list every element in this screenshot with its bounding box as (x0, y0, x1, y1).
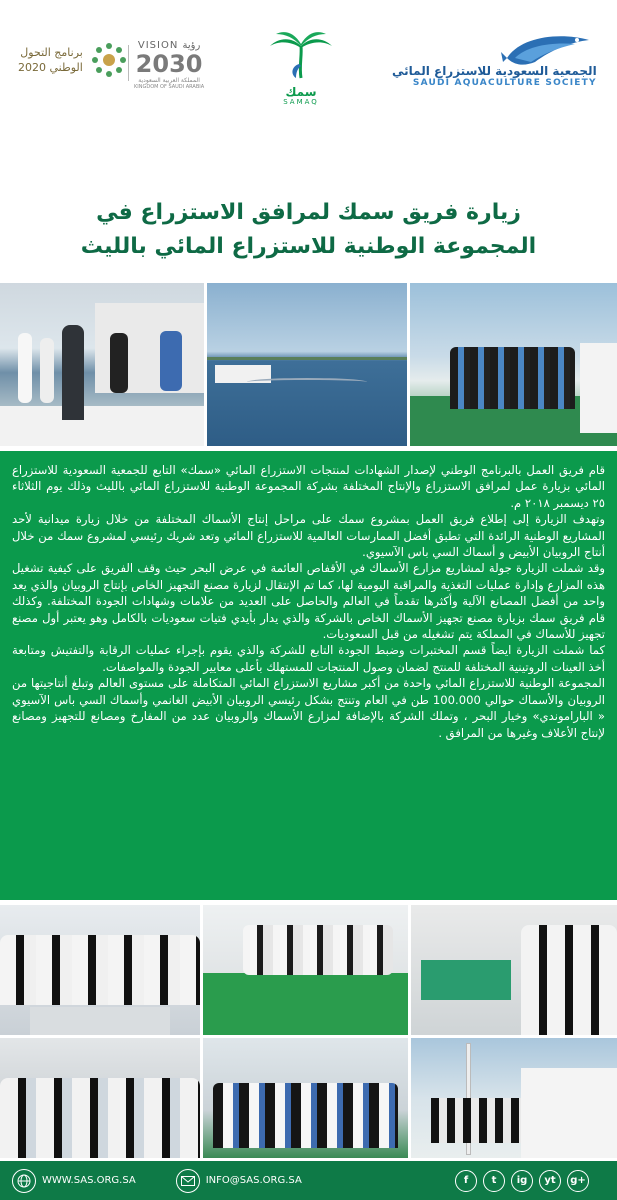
vision-label: VISION رؤية (137, 40, 201, 51)
vision-2030-logo (134, 40, 204, 90)
paragraph-3: وقد شملت الزيارة جولة لمشاريع مزارع الأسماك في الأقفاص العائمة في عرض البحر حيث وقف الفريق على كيفية تشغيل هذه المزارع وإدارة عمليات التغذية والمراقبة اليومية لها، كما تم الإنتقال لزيارة مصنع التجهيز الخاص بإنتاج الروبيان والذي يعد واحد من أفضل المصانع الآلية وأكثرها تقدماً في العالم والحاصل على العديد من علامات وشهادات الجودة المختلفة. وكذلك قام فريق سمك بزيارة مصنع تجهيز الأسماك الخاص بالشركة والذي يدار بأيدي فتيات سعوديات بالكامل وهو يعتبر أول مصنع تجهيز للأسماك في المملكة يتم تشغيله من قبل السعوديات. (12, 561, 605, 642)
instagram-icon[interactable]: ig (511, 1170, 533, 1192)
samak-en: SAMAQ (283, 98, 319, 106)
vision-year: 2030 (135, 50, 203, 78)
packing-photo (411, 905, 617, 1035)
boat-team-photo (0, 283, 204, 446)
article-body (12, 462, 605, 741)
sas-logo (392, 28, 597, 88)
title-line1: زيارة فريق سمك لمرافق الاستزراع في (96, 200, 521, 225)
vision-ar: المملكة العربية السعودية (138, 77, 200, 84)
paragraph-4: كما شملت الزيارة ايضاً قسم المختبرات وضبط الجودة التابع للشركة والذي يقوم بإجراء عمليات الرقابة والتفتيش ومتابعة أخذ العينات الروتينية المختلفة للمنتج لضمان وصول المنتجات للمستهلك بأعلى معايير الجودة والمواصفات. (12, 643, 605, 674)
divider (128, 45, 129, 81)
top-photo-row (0, 283, 617, 446)
email-link[interactable] (176, 1169, 302, 1193)
facebook-icon[interactable]: f (455, 1170, 477, 1192)
sea-cages-photo (207, 283, 407, 446)
page-title (0, 196, 617, 264)
vision-en: KINGDOM OF SAUDI ARABIA (134, 84, 205, 90)
group-photo (203, 1038, 408, 1158)
social-links (455, 1170, 589, 1192)
deck-team-photo (410, 283, 617, 446)
google-plus-icon[interactable]: g+ (567, 1170, 589, 1192)
ntp-emblem-icon (89, 40, 129, 80)
palm-fish-icon (266, 26, 336, 86)
bottom-photo-row-1 (0, 905, 617, 1035)
ntp-2020-logo (18, 40, 129, 80)
title-line2: المجموعة الوطنية للاستزراع المائي بالليث (80, 234, 537, 259)
samak-logo (266, 26, 336, 106)
samak-ar: سمك (285, 85, 317, 99)
processing-line-photo (203, 905, 408, 1035)
website-link[interactable] (12, 1169, 136, 1193)
envelope-icon (176, 1169, 200, 1193)
ntp-line2: الوطني 2020 (18, 61, 83, 74)
ntp-line1: برنامج التحول (20, 46, 83, 59)
factory-team-photo-1 (0, 905, 200, 1035)
header (0, 0, 617, 190)
bottom-photo-row-2 (0, 1038, 617, 1158)
factory-team-photo-2 (0, 1038, 200, 1158)
sas-en: SAUDI AQUACULTURE SOCIETY (412, 78, 597, 88)
youtube-icon[interactable]: yt (539, 1170, 561, 1192)
paragraph-5: المجموعة الوطنية للاستزراع المائي واحدة من أكبر مشاريع الاستزراع المائي المتكاملة على مستوى العالم وتبلغ أنتاجيتها من الروبيان والأسماك حوالي 100.000 طن في العام وتنتج بشكل رئيسي الروبيان الأبيض الغانمي وأسماك السي باس الآسيوي « الباراموندي» وخيار البحر ، وتملك الشركة بالإضافة لمزارع الأسماك والروبيان عدد من المفارخ ومصانع للتجهيز ومصانع لإنتاج الأعلاف وغيرها من المرافق . (12, 676, 605, 740)
footer (0, 1161, 617, 1200)
globe-icon (12, 1169, 36, 1193)
website-text: WWW.SAS.ORG.SA (42, 1175, 136, 1186)
paragraph-2: وتهدف الزيارة إلى إطلاع فريق العمل بمشروع سمك على مراحل إنتاج الأسماك المختلفة من خلال زيارة ميدانية لأحد المشاريع الوطنية الرائدة التي تطبق أفضل الممارسات العالمية للاستزراع المائي وتعد شريك رئيسي لمشروع سمك من خلال أنتاج الروبيان الأبيض و أسماك السي باس الآسيوي. (12, 512, 605, 560)
paragraph-1: قام فريق العمل بالبرنامج الوطني لإصدار الشهادات لمنتجات الاستزراع المائي «سمك» التابع للجمعية السعودية للاستزراع المائي بزيارة عمل لمرافق الاستزراع والإنتاج المختلفة بشركة المجموعة الوطنية للاستزراع المائي بالليث وذلك يوم الثلاثاء ٢٥ ديسمبر ٢٠١٨ م. (12, 463, 605, 510)
email-text: INFO@SAS.ORG.SA (205, 1175, 302, 1186)
twitter-icon[interactable]: t (483, 1170, 505, 1192)
ship-deck-photo (411, 1038, 617, 1158)
sas-ar: الجمعية السعودية للاستزراع المائي (392, 64, 597, 78)
